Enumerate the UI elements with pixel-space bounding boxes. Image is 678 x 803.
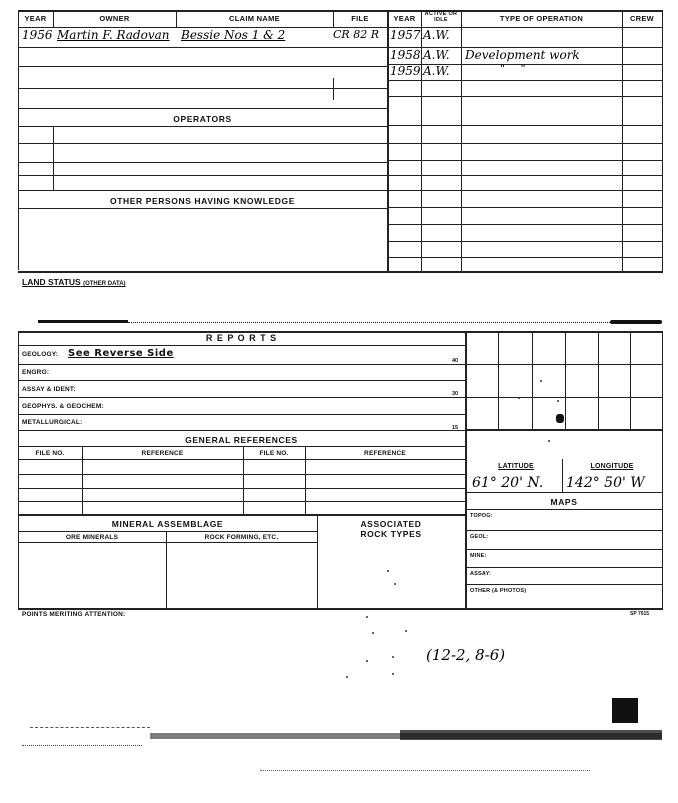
ops-row-3-year: 1959	[390, 64, 421, 78]
reports-metallurgical-number: 15	[452, 425, 459, 431]
associated-rock-types-line2: ROCK TYPES	[360, 529, 422, 539]
maps-geol: GEOL:	[470, 534, 489, 540]
form-number: SP 7015	[630, 611, 650, 617]
ops-row-1-status: A.W.	[423, 28, 450, 42]
latitude-value: 61° 20' N.	[472, 475, 544, 491]
gen-ref-header-reference-1: REFERENCE	[141, 450, 184, 457]
reports-geology-label: GEOLOGY:	[22, 351, 59, 358]
mineral-assemblage-title: MINERAL ASSEMBLAGE	[111, 519, 224, 529]
ops-header-type-of-operation: TYPE OF OPERATION	[499, 14, 584, 23]
claim-owner: Martin F. Radovan	[57, 28, 170, 42]
associated-rock-types-line1: ASSOCIATED	[360, 519, 422, 529]
operators-title: OPERATORS	[173, 114, 232, 124]
maps-topog: TOPOG:	[470, 513, 493, 519]
points-meriting-attention: POINTS MERITING ATTENTION:	[22, 611, 126, 618]
gen-ref-header-reference-2: REFERENCE	[364, 450, 406, 457]
maps-mine: MINE:	[470, 553, 487, 559]
ops-header-active-or-idle: ACTIVE OR IDLE	[424, 11, 458, 23]
gen-ref-header-file-no-2: FILE NO.	[259, 450, 289, 457]
maps-other: OTHER (& PHOTOS)	[470, 588, 527, 594]
ops-row-3-status: A.W.	[423, 64, 450, 78]
ops-row-2-year: 1958	[390, 48, 421, 62]
ops-header-year: YEAR	[393, 14, 416, 23]
reports-geophys-label: GEOPHYS. & GEOCHEM:	[22, 403, 104, 410]
claim-file: CR 82 R	[333, 28, 379, 41]
ops-row-1-year: 1957	[390, 28, 421, 42]
land-status-subtitle: (OTHER DATA)	[83, 281, 126, 287]
gen-ref-header-file-no-1: FILE NO.	[35, 450, 65, 457]
maps-title: MAPS	[550, 497, 578, 507]
coordinates-note: (12-2, 8-6)	[426, 646, 506, 664]
reports-geology-number: 40	[452, 358, 459, 364]
other-persons-title: OTHER PERSONS HAVING KNOWLEDGE	[109, 196, 296, 206]
land-status-title: LAND STATUS	[22, 277, 81, 287]
reports-engrg-label: ENGRG:	[22, 369, 50, 376]
longitude-value: 142° 50' W	[566, 475, 645, 491]
ops-header-crew: CREW	[629, 14, 655, 23]
ops-row-3-type: " "	[500, 62, 532, 75]
reports-assay-number: 30	[452, 391, 459, 397]
claims-header-claim-name: CLAIM NAME	[229, 14, 280, 23]
ops-row-2-status: A.W.	[423, 48, 450, 62]
claim-name: Bessie Nos 1 & 2	[181, 28, 286, 42]
reports-geology-value: See Reverse Side	[68, 348, 174, 359]
reports-assay-label: ASSAY & IDENT:	[22, 386, 76, 393]
general-references-title: GENERAL REFERENCES	[185, 435, 298, 445]
claim-year: 1956	[22, 28, 53, 42]
reports-metallurgical-label: METALLURGICAL:	[22, 419, 83, 426]
ore-minerals-header: ORE MINERALS	[65, 534, 119, 541]
rock-forming-header: ROCK FORMING, ETC.	[204, 534, 279, 541]
latitude-label: LATITUDE	[498, 463, 534, 470]
claims-header-year: YEAR	[24, 14, 47, 23]
reports-title: R E P O R T S	[205, 333, 278, 343]
ops-row-2-type: Development work	[465, 48, 580, 62]
maps-assay: ASSAY:	[470, 571, 492, 577]
claims-header-owner: OWNER	[99, 14, 130, 23]
land-status	[22, 277, 126, 287]
claims-header-file: FILE	[351, 14, 369, 23]
longitude-label: LONGITUDE	[590, 463, 634, 470]
